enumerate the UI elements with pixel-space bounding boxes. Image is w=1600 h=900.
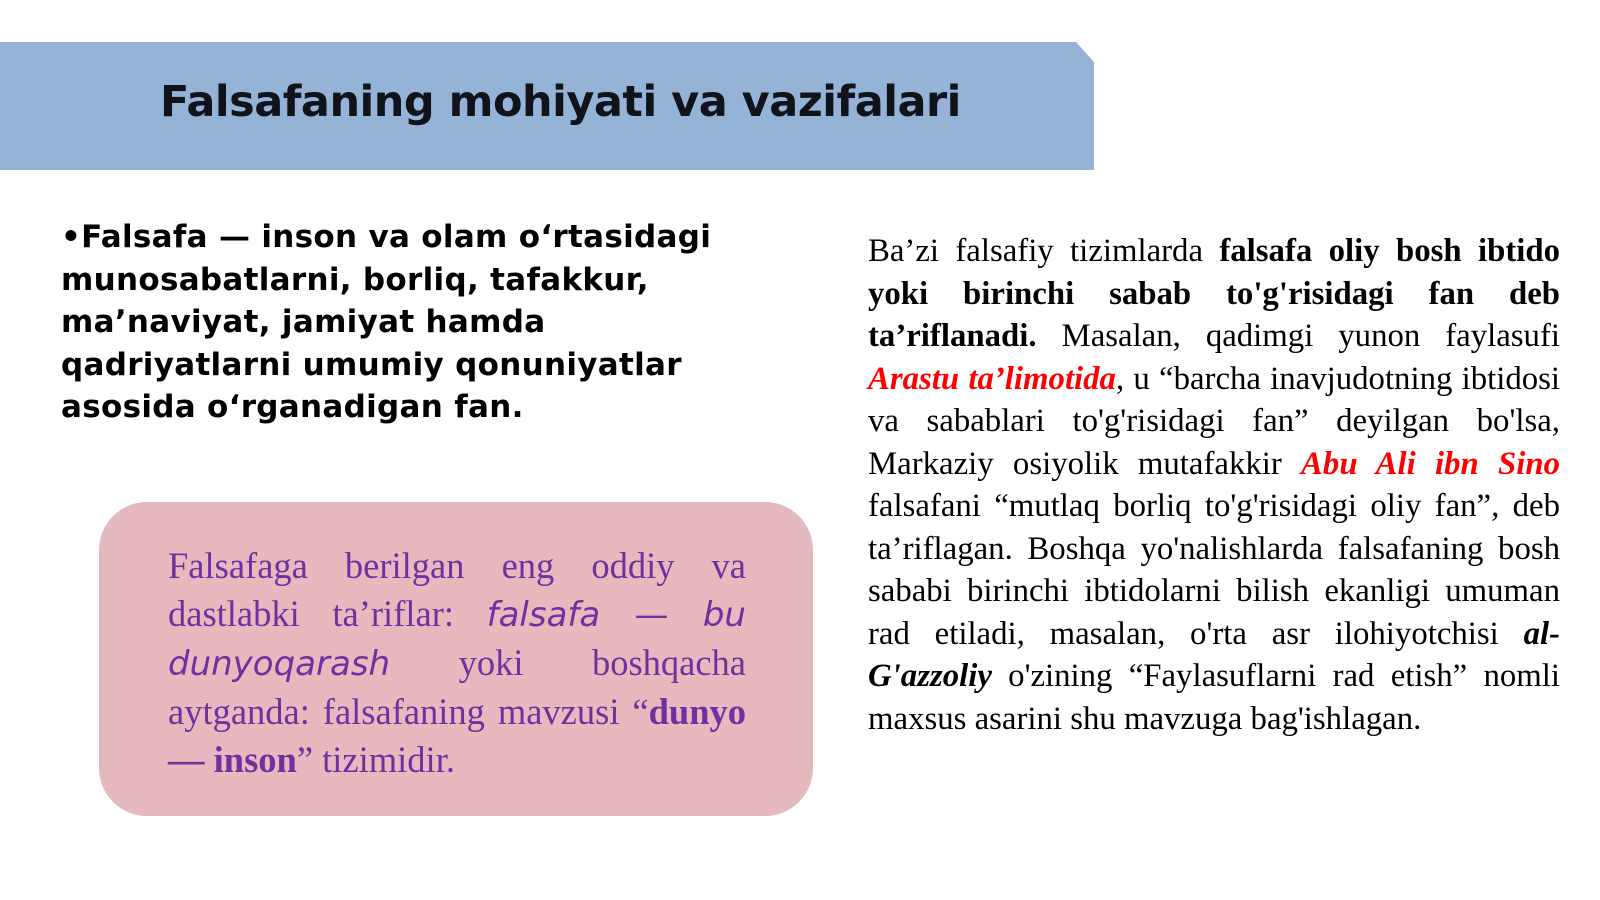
body-segment-3: Masalan, qadimgi yunon faylasufi <box>1036 318 1560 354</box>
highlight-gazzoliy: al-G'azzoliy <box>868 615 1560 694</box>
body-bold-definition: falsafa oliy bosh ibtido yoki birinchi sabab to'g'risidagi fan deb ta’riflanadi. <box>868 233 1560 354</box>
callout-italic-phrase: falsafa — bu dunyoqarash <box>168 595 746 684</box>
callout-text <box>168 542 746 784</box>
slide-title: Falsafaning mohiyati va vazifalari <box>160 77 961 127</box>
body-segment-7: falsafani “mutlaq borliq to'g'risidagi oliy fan”, deb ta’riflagan. Boshqa yo'nalishlarda falsafaning bosh sababi birinchi ibtidolarni bilish ekanligi umuman rad etiladi, masalan, o'rta asr ilohiyotchisi <box>868 488 1560 652</box>
callout-bold-phrase: dunyo — inson <box>168 691 746 780</box>
body-segment-9: o'zining “Faylasuflarni rad etish” nomli maxsus asarini shu mavzuga bag'ishlagan. <box>868 658 1560 737</box>
highlight-arastu: Arastu ta’limotida <box>868 360 1116 397</box>
callout-middle: yoki boshqacha aytganda: falsafaning mavzusi “ <box>168 642 746 732</box>
body-paragraph <box>868 230 1560 740</box>
body-segment-1: Ba’zi falsafiy tizimlarda <box>868 233 1220 269</box>
body-segment-5: , u “barcha inavjudotning ibtidosi va sabablari to'g'risidagi fan” deyilgan bo'lsa, Markaziy osiyolik mutafakkir <box>868 360 1560 482</box>
callout-end: ” tizimidir. <box>296 739 455 780</box>
highlight-ibn-sino: Abu Ali ibn Sino <box>1301 445 1560 482</box>
callout-intro: Falsafaga berilgan eng oddiy va dastlabki ta’riflar: <box>168 545 746 634</box>
definition-text: •Falsafa — inson va olam o‘rtasidagi munosabatlarni, borliq, tafakkur, ma’naviyat, jamiyat hamda qadriyatlarni umumiy qonuniyatlar asosida o‘rganadigan fan. <box>61 219 712 425</box>
